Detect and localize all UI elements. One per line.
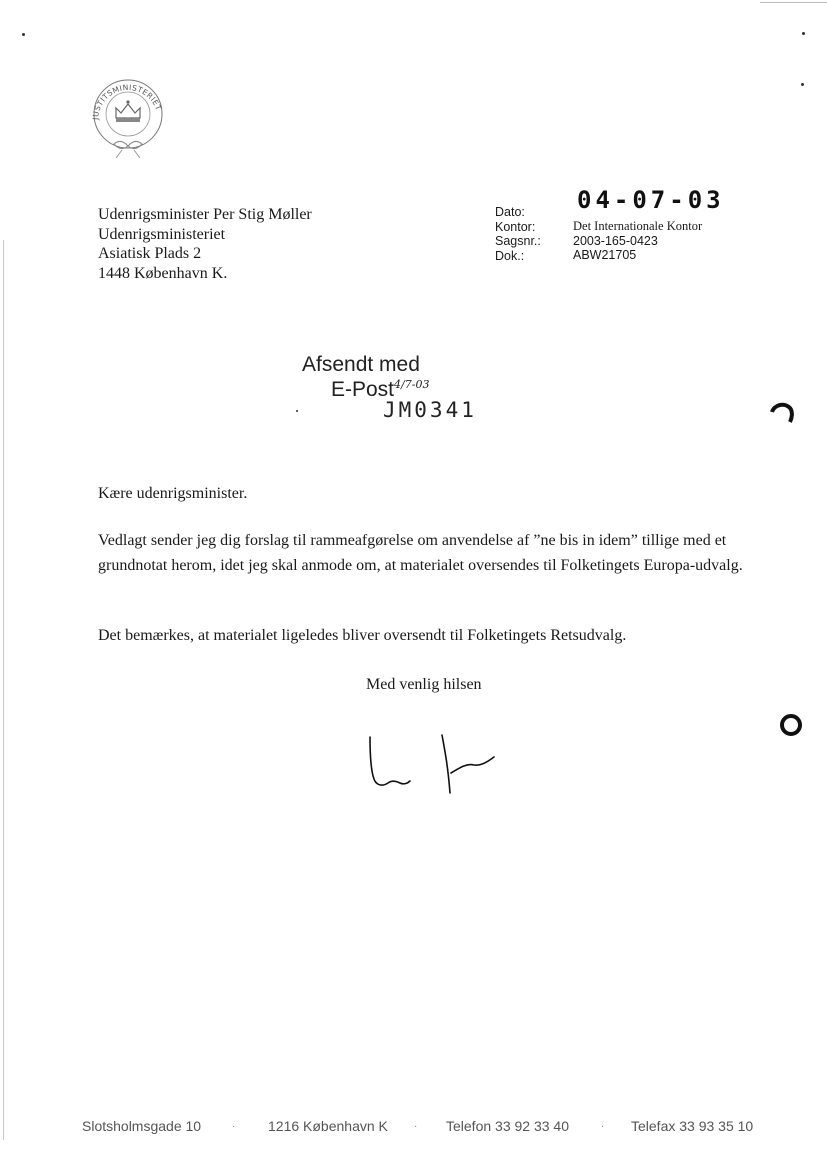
date-label: Dato: (495, 205, 525, 219)
closing: Med venlig hilsen (366, 676, 482, 693)
meta-values (573, 219, 702, 263)
recipient-city: 1448 København K. (98, 264, 228, 282)
footer-separator: · (601, 1121, 605, 1132)
punch-hole-icon (778, 712, 804, 738)
scan-speck (802, 32, 805, 35)
meta-labels (495, 205, 541, 263)
sent-stamp-handwritten-date: 4/7-03 (394, 378, 430, 391)
case-value: 2003-165-0423 (573, 233, 658, 248)
footer-city: 1216 København K (268, 1118, 388, 1134)
footer-address: Slotsholmsgade 10 (82, 1118, 202, 1134)
crown-seal-icon (86, 76, 170, 162)
footer-fax: Telefax 33 93 35 10 (631, 1118, 754, 1134)
paragraph-1: Vedlagt sender jeg dig forslag til rammeafgørelse om anvendelse af ”ne bis in idem” tillige med et grundnotat herom, idet jeg skal anmode om, at materialet oversendes til Folketingets Europa-udvalg. (98, 532, 743, 574)
doc-value: ABW21705 (573, 248, 637, 262)
greeting: Kære udenrigsminister. (98, 485, 248, 502)
recipient-ministry: Udenrigsministeriet (98, 225, 226, 243)
footer-separator: · (232, 1121, 236, 1132)
scan-top-line (760, 2, 827, 3)
seal-text: JUSTITSMINISTERIET (90, 82, 164, 121)
office-value: Det Internationale Kontor (573, 219, 703, 233)
office-label: Kontor: (495, 219, 536, 234)
scan-speck (22, 33, 25, 36)
scan-speck (296, 410, 298, 412)
punch-hole-icon (770, 402, 794, 426)
scan-edge (3, 240, 4, 1140)
date-stamp: 04-07-03 (577, 186, 725, 214)
case-label: Sagsnr.: (495, 234, 541, 248)
paragraph-2: Det bemærkes, at materialet ligeledes bliver oversendt til Folketingets Retsudvalg. (98, 627, 627, 644)
sent-stamp-epost: E-Post (331, 378, 395, 401)
footer-separator: · (414, 1121, 418, 1132)
recipient-name: Udenrigsminister Per Stig Møller (98, 206, 312, 223)
sent-stamp-code: JM0341 (383, 398, 477, 422)
recipient-address (98, 205, 312, 283)
recipient-street: Asiatisk Plads 2 (98, 245, 202, 262)
footer-phone: Telefon 33 92 33 40 (446, 1118, 569, 1134)
signature (362, 733, 502, 803)
scan-speck (801, 83, 804, 86)
doc-label: Dok.: (495, 248, 525, 263)
sent-stamp-line1: Afsendt med (302, 353, 420, 376)
